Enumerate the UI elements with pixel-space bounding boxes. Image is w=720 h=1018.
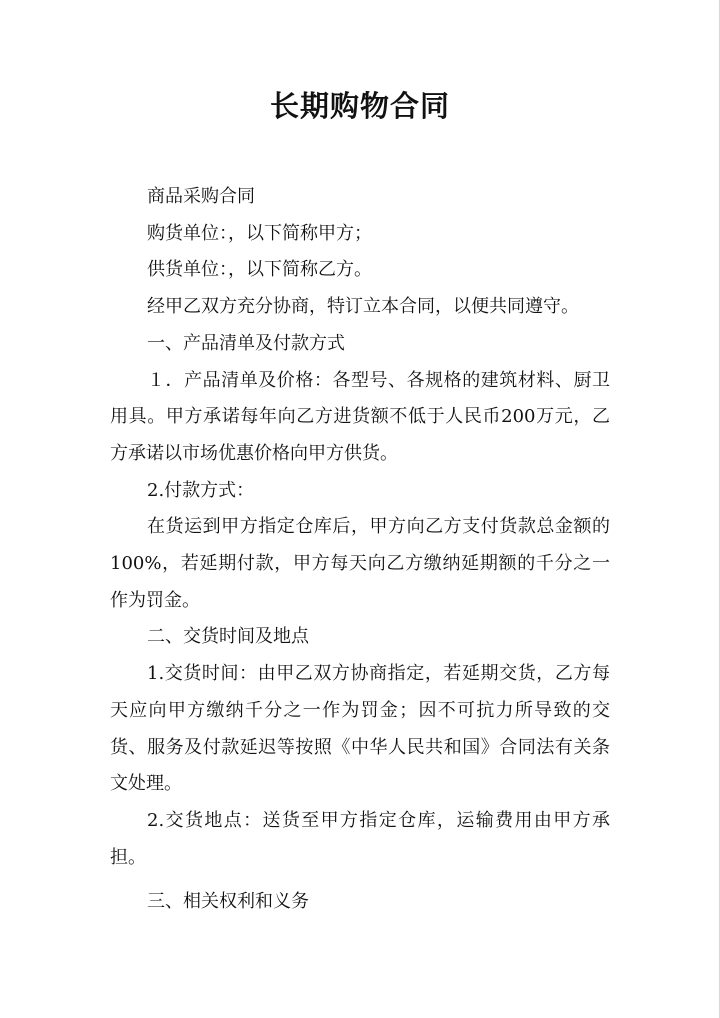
paragraph-payment-terms: 在货运到甲方指定仓库后，甲方向乙方支付货款总金额的100%，若延期付款，甲方每天向乙方缴纳延期额的千分之一作为罚金。 xyxy=(110,516,610,611)
paragraph-buyer: 购货单位：，以下简称甲方； xyxy=(147,222,372,244)
document-body xyxy=(110,179,610,921)
paragraph-subtitle: 商品采购合同 xyxy=(147,186,255,207)
paragraph-product-list: １．产品清单及价格：各型号、各规格的建筑材料、厨卫用具。甲方承诺每年向乙方进货额不低于人民币200万元，乙方承诺以市场优惠价格向甲方供货。 xyxy=(110,369,610,464)
section-heading-1: 一、产品清单及付款方式 xyxy=(147,332,345,354)
paragraph-supplier: 供货单位：，以下简称乙方。 xyxy=(147,259,372,281)
paragraph-payment-heading: 2.付款方式： xyxy=(147,479,255,501)
paragraph-agreement: 经甲乙双方充分协商，特订立本合同，以便共同遵守。 xyxy=(147,296,579,318)
section-heading-3: 三、相关权利和义务 xyxy=(147,891,309,913)
section-heading-2: 二、交货时间及地点 xyxy=(147,626,309,648)
paragraph-spacer xyxy=(110,876,610,884)
paragraph-delivery-place: 2.交货地点：送货至甲方指定仓库，运输费用由甲方承担。 xyxy=(110,809,610,868)
document-title: 长期购物合同 xyxy=(269,89,450,123)
paragraph-delivery-time: 1.交货时间：由甲乙双方协商指定，若延期交货，乙方每天应向甲方缴纳千分之一作为罚金；因不可抗力所导致的交货、服务及付款延迟等按照《中华人民共和国》合同法有关条文处理。 xyxy=(110,663,610,795)
